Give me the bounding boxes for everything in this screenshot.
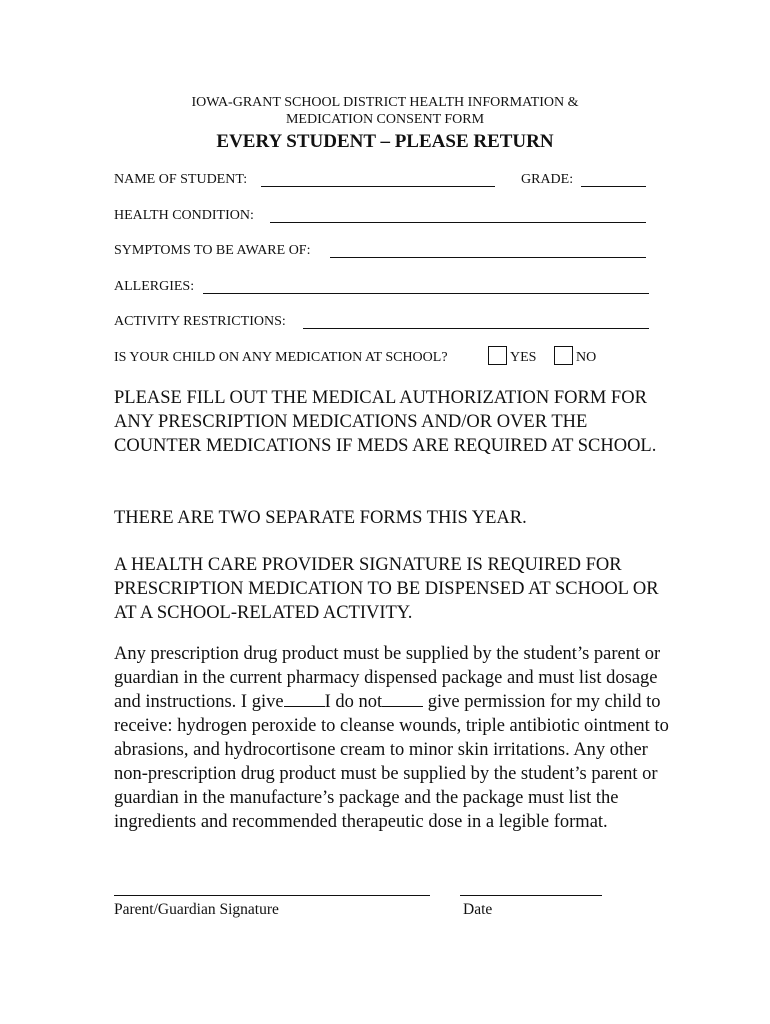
medication-question: IS YOUR CHILD ON ANY MEDICATION AT SCHOOL? [114,350,448,365]
consent-paragraph [114,642,674,834]
health-condition-field[interactable] [270,222,646,223]
consent-text-before: Any prescription drug product must be supplied by the student’s parent or guardian in the current pharmacy dispensed package and must list dosage and instructions. I give [114,644,661,712]
activity-restrictions-label: ACTIVITY RESTRICTIONS: [114,314,286,329]
date-line[interactable] [460,895,602,896]
consent-text-after: give permission for my child to receive: hydrogen peroxide to cleanse wounds, triple antibiotic ointment to abrasions, and hydrocortisone cream to minor skin irritations. Any other non-prescription drug product must be supplied by the student’s parent or guardian in the manufacture’s package and the package must list the ingredients and recommended therapeutic dose in a legible format. [114,692,669,832]
parent-signature-line[interactable] [114,895,430,896]
district-header: IOWA-GRANT SCHOOL DISTRICT HEALTH INFORMATION & [191,95,579,110]
page-title: EVERY STUDENT – PLEASE RETURN [216,131,554,152]
medication-no-label: NO [576,350,597,365]
symptoms-field[interactable] [330,257,646,258]
separate-forms-notice: THERE ARE TWO SEPARATE FORMS THIS YEAR. [114,508,527,528]
symptoms-label: SYMPTOMS TO BE AWARE OF: [114,243,311,258]
give-permission-blank[interactable] [284,690,325,707]
consent-text-middle: I do not [324,692,383,712]
medication-yes-label: YES [510,350,537,365]
student-name-label: NAME OF STUDENT: [114,172,248,187]
allergies-field[interactable] [203,293,649,294]
grade-field[interactable] [581,186,646,187]
date-label: Date [463,901,493,918]
medication-no-checkbox[interactable] [554,346,573,365]
health-condition-label: HEALTH CONDITION: [114,208,254,223]
medication-yes-checkbox[interactable] [488,346,507,365]
allergies-label: ALLERGIES: [114,279,195,294]
provider-signature-notice: A HEALTH CARE PROVIDER SIGNATURE IS REQUIRED FOR PRESCRIPTION MEDICATION TO BE DISPENSED AT SCHOOL OR AT A SCHOOL-RELATED ACTIVITY. [114,555,659,623]
grade-label: GRADE: [521,172,574,187]
deny-permission-blank[interactable] [382,690,423,707]
form-name-header: MEDICATION CONSENT FORM [285,112,485,127]
parent-signature-label: Parent/Guardian Signature [114,901,279,918]
activity-restrictions-field[interactable] [303,328,649,329]
authorization-instructions: PLEASE FILL OUT THE MEDICAL AUTHORIZATION FORM FOR ANY PRESCRIPTION MEDICATIONS AND/OR OVER THE COUNTER MEDICATIONS IF MEDS ARE REQUIRED AT SCHOOL. [114,388,657,456]
student-name-field[interactable] [261,186,495,187]
